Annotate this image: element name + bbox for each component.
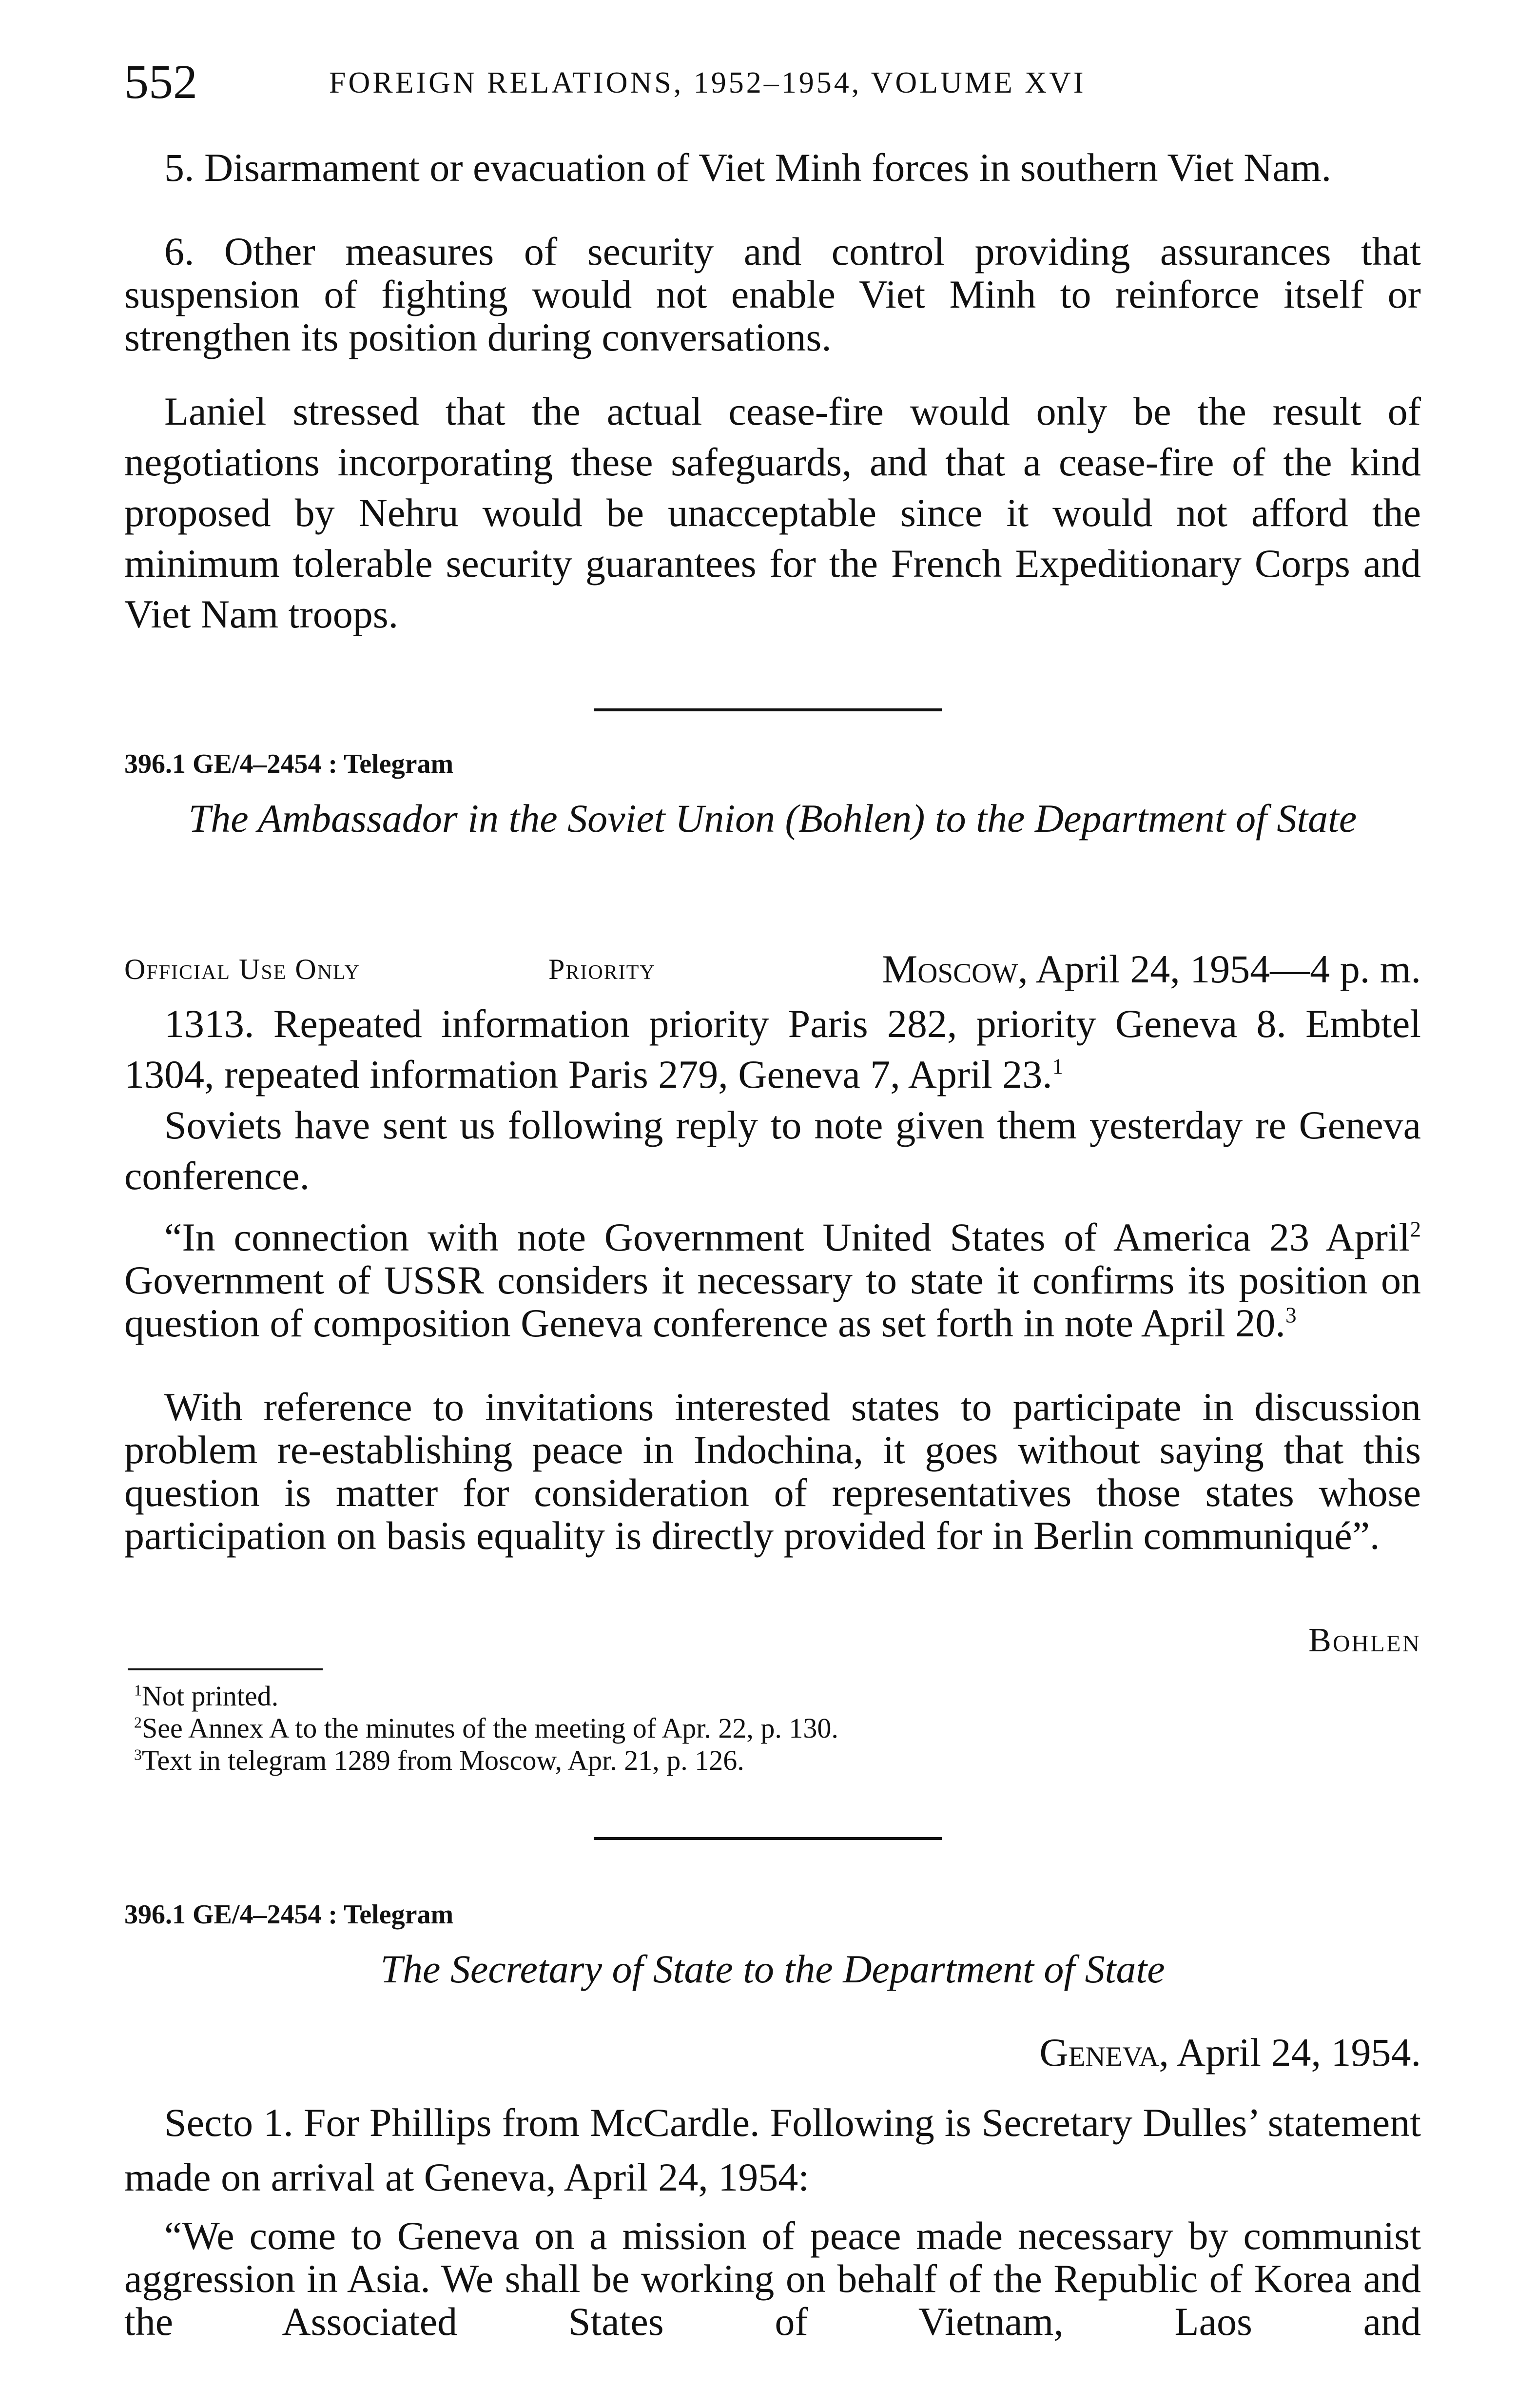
quoted-note-text-b: Government of USSR considers it necessary to state it confirms its position on question of composition Geneva conference as set forth in note April 20.: [124, 1258, 1421, 1345]
quoted-note-2: With reference to invitations interested states to participate in discussion problem re-establishing peace in Indochina, it goes without saying that this question is matter for consideration of representatives those states whose participation on basis equality is directly provided for in Berlin communiqué”.: [124, 1385, 1421, 1558]
footnotes: [124, 1680, 1421, 1777]
dateline: [882, 945, 1421, 994]
section-divider: [594, 708, 942, 711]
dateline-date: April 24, 1954—4 p. m.: [1035, 947, 1421, 991]
dateline: [1039, 2028, 1421, 2077]
footnote-ref: 1: [1052, 1054, 1064, 1079]
telegram-paragraph-2: Soviets have sent us following reply to note given them yesterday re Geneva conference.: [124, 1103, 1421, 1198]
footnote-text: Text in telegram 1289 from Moscow, Apr. 21, p. 126.: [141, 1744, 744, 1776]
document-title: The Ambassador in the Soviet Union (Bohlen) to the Department of State: [188, 796, 1357, 841]
footnote-ref: 3: [1285, 1303, 1297, 1328]
dateline-date: April 24, 1954.: [1176, 2030, 1421, 2075]
telegram-paragraph: [124, 998, 1421, 1100]
signature: Bohlen: [1308, 1622, 1421, 1659]
file-reference: 396.1 GE/4–2454 : Telegram: [124, 1899, 454, 1930]
section-divider: [594, 1837, 942, 1840]
priority-label: Priority: [548, 953, 656, 985]
telegram-header: [124, 945, 1421, 994]
laniel-paragraph: Laniel stressed that the actual cease-fire would only be the result of negotiations incorporating these safeguards, and that a cease-fire of the kind proposed by Nehru would be unacceptable since it would not afford the minimum tolerable security guarantees for the French Expeditionary Corps and Viet Nam troops.: [124, 389, 1421, 636]
statement-paragraph: “We come to Geneva on a mission of peace made necessary by communist aggression in Asia. We shall be working on behalf of the Republic of Korea and the Associated States of Vietnam, Laos and: [124, 2213, 1421, 2344]
running-head: [124, 53, 1421, 111]
footnote-ref: 2: [1410, 1217, 1421, 1242]
telegram-paragraph: Secto 1. For Phillips from McCardle. Following is Secretary Dulles’ statement made on arrival at Geneva, April 24, 1954:: [124, 2100, 1421, 2199]
footnote: [124, 1712, 1421, 1744]
running-title: FOREIGN RELATIONS, 1952–1954, VOLUME XVI: [329, 66, 1086, 99]
dateline-place: Moscow,: [882, 947, 1028, 991]
page-number: 552: [124, 55, 197, 109]
item-5: 5. Disarmament or evacuation of Viet Minh forces in southern Viet Nam.: [164, 145, 1332, 190]
classification: Official Use Only: [124, 953, 360, 985]
dateline-row: [124, 2028, 1421, 2077]
file-reference: 396.1 GE/4–2454 : Telegram: [124, 749, 454, 779]
footnote-text: See Annex A to the minutes of the meeting of Apr. 22, p. 130.: [141, 1712, 838, 1744]
dateline-place: Geneva,: [1039, 2030, 1169, 2075]
quoted-note-text-a: “In connection with note Government United States of America 23 April: [164, 1215, 1410, 1259]
footnote-rule: [128, 1668, 323, 1670]
footnote: [124, 1680, 1421, 1712]
item-6: 6. Other measures of security and control providing assurances that suspension of fighting would not enable Viet Minh to reinforce itself or strengthen its position during conversations.: [124, 229, 1421, 359]
quoted-note: [124, 1216, 1421, 1345]
footnote-text: Not printed.: [141, 1680, 279, 1712]
footnote-marker: 1: [134, 1682, 142, 1699]
footnote: [124, 1744, 1421, 1777]
document-title: The Secretary of State to the Department of State: [380, 1947, 1165, 1991]
footnote-marker: 3: [134, 1746, 142, 1763]
telegram-paragraph-text: 1313. Repeated information priority Paris 282, priority Geneva 8. Embtel 1304, repeated information Paris 279, Geneva 7, April 23.: [124, 1001, 1421, 1096]
footnote-marker: 2: [134, 1714, 142, 1731]
